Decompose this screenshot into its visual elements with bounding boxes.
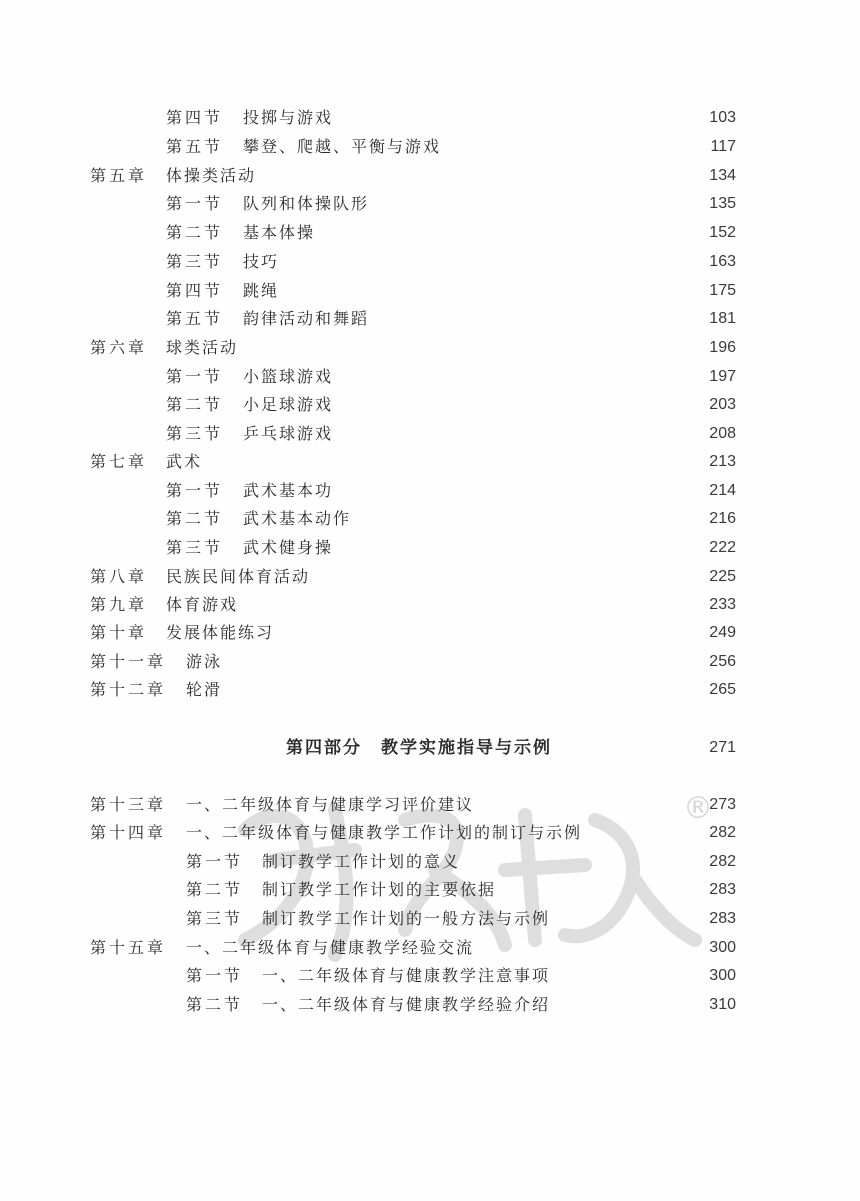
toc-entry-label: 第二节	[166, 223, 224, 242]
toc-entry[interactable]	[0, 793, 860, 817]
toc-entry-page: 117	[710, 138, 736, 155]
toc-entry-title: 武术健身操	[243, 538, 334, 557]
toc-entry[interactable]	[0, 250, 860, 274]
toc-entry-page: 282	[709, 824, 736, 841]
toc-entry-page: 163	[709, 253, 736, 270]
toc-entry-title: 韵律活动和舞蹈	[243, 309, 370, 328]
toc-entry[interactable]	[0, 565, 860, 589]
toc-entry-page: 249	[709, 624, 736, 641]
toc-entry-title: 体育游戏	[166, 595, 239, 614]
toc-entry-title: 一、二年级体育与健康教学经验交流	[186, 938, 475, 957]
toc-entry-title: 基本体操	[243, 223, 316, 242]
toc-entry-title: 队列和体操队形	[243, 194, 370, 213]
part-heading[interactable]	[0, 736, 860, 762]
toc-entry[interactable]	[0, 993, 860, 1017]
toc-entry[interactable]	[0, 422, 860, 446]
part-page: 271	[709, 739, 736, 756]
toc-entry-label: 第一节	[166, 367, 224, 386]
toc-entry-title: 球类活动	[166, 338, 239, 357]
toc-entry-page: 213	[709, 453, 736, 470]
toc-entry-label: 第九章	[90, 595, 148, 614]
toc-entry-label: 第二节	[186, 880, 244, 899]
toc-entry-label: 第一节	[186, 966, 244, 985]
toc-entry-title: 乒乓球游戏	[243, 424, 334, 443]
toc-entry-title: 民族民间体育活动	[166, 567, 311, 586]
toc-entry-page: 283	[709, 910, 736, 927]
toc-entry[interactable]	[0, 621, 860, 645]
toc-entry[interactable]	[0, 507, 860, 531]
toc-entry[interactable]	[0, 678, 860, 702]
toc-entry[interactable]	[0, 479, 860, 503]
toc-entry-page: 203	[709, 396, 736, 413]
toc-entry-label: 第八章	[90, 567, 148, 586]
toc-entry[interactable]	[0, 450, 860, 474]
toc-entry[interactable]	[0, 192, 860, 216]
toc-entry-title: 一、二年级体育与健康教学注意事项	[262, 966, 551, 985]
watermark-registered-mark: ®	[683, 791, 713, 826]
toc-entry-title: 游泳	[186, 652, 223, 671]
toc-entry-page: 256	[709, 653, 736, 670]
toc-entry-title: 投掷与游戏	[243, 108, 334, 127]
toc-entry-label: 第五节	[166, 137, 224, 156]
toc-entry[interactable]	[0, 135, 860, 159]
toc-entry-label: 第十一章	[90, 652, 167, 671]
toc-entry-label: 第三节	[186, 909, 244, 928]
toc-entry-label: 第十四章	[90, 823, 167, 842]
toc-entry-label: 第三节	[166, 424, 224, 443]
toc-entry[interactable]	[0, 106, 860, 130]
toc-entry[interactable]	[0, 964, 860, 988]
toc-entry-page: 222	[709, 539, 736, 556]
toc-entry-page: 233	[709, 596, 736, 613]
toc-entry-title: 一、二年级体育与健康学习评价建议	[186, 795, 475, 814]
toc-entry-page: 152	[709, 224, 736, 241]
toc-entry-page: 208	[709, 425, 736, 442]
toc-entry-page: 265	[709, 681, 736, 698]
toc-entry-page: 196	[709, 339, 736, 356]
toc-entry-page: 134	[709, 167, 736, 184]
toc-entry-page: 225	[709, 568, 736, 585]
toc-entry-page: 300	[709, 967, 736, 984]
toc-entry-label: 第三节	[166, 538, 224, 557]
toc-entry-label: 第三节	[166, 252, 224, 271]
toc-entry[interactable]	[0, 850, 860, 874]
toc-entry-label: 第七章	[90, 452, 148, 471]
toc-entry-label: 第十五章	[90, 938, 167, 957]
toc-entry-label: 第六章	[90, 338, 148, 357]
toc-entry-title: 轮滑	[186, 680, 223, 699]
toc-entry-page: 175	[709, 282, 736, 299]
part-title: 第四部分 教学实施指导与示例	[286, 738, 552, 758]
toc-entry-title: 发展体能练习	[166, 623, 275, 642]
toc-entry-page: 181	[709, 310, 736, 327]
toc-entry[interactable]	[0, 307, 860, 331]
toc-entry-label: 第二节	[186, 995, 244, 1014]
toc-entry-page: 103	[709, 109, 736, 126]
toc-entry-page: 300	[709, 939, 736, 956]
toc-entry-label: 第二节	[166, 509, 224, 528]
toc-entry-title: 体操类活动	[166, 166, 257, 185]
toc-entry[interactable]	[0, 936, 860, 960]
toc-entry[interactable]	[0, 336, 860, 360]
toc-entry[interactable]	[0, 650, 860, 674]
toc-entry-title: 武术基本动作	[243, 509, 352, 528]
toc-entry[interactable]	[0, 279, 860, 303]
toc-entry[interactable]	[0, 393, 860, 417]
toc-entry-title: 制订教学工作计划的主要依据	[262, 880, 497, 899]
toc-entry-title: 制订教学工作计划的一般方法与示例	[262, 909, 551, 928]
toc-entry-page: 216	[709, 510, 736, 527]
toc-entry[interactable]	[0, 365, 860, 389]
toc-entry-title: 小篮球游戏	[243, 367, 334, 386]
toc-entry-page: 310	[709, 996, 736, 1013]
toc-entry-label: 第十三章	[90, 795, 167, 814]
toc-entry[interactable]	[0, 593, 860, 617]
toc-entry-page: 197	[709, 368, 736, 385]
toc-entry[interactable]	[0, 536, 860, 560]
toc-entry-label: 第一节	[166, 194, 224, 213]
toc-entry-label: 第一节	[186, 852, 244, 871]
toc-entry[interactable]	[0, 821, 860, 845]
toc-entry-label: 第十章	[90, 623, 148, 642]
toc-entry-title: 制订教学工作计划的意义	[262, 852, 461, 871]
toc-entry-page: 282	[709, 853, 736, 870]
toc-entry-title: 武术基本功	[243, 481, 334, 500]
toc-entry-label: 第五节	[166, 309, 224, 328]
toc-entry-title: 小足球游戏	[243, 395, 334, 414]
toc-entry-label: 第四节	[166, 108, 224, 127]
toc-entry-label: 第一节	[166, 481, 224, 500]
toc-entry-page: 135	[709, 195, 736, 212]
toc-entry-page: 283	[709, 881, 736, 898]
toc-entry[interactable]	[0, 878, 860, 902]
toc-entry-page: 214	[709, 482, 736, 499]
toc-entry-label: 第四节	[166, 281, 224, 300]
toc-entry-title: 一、二年级体育与健康教学工作计划的制订与示例	[186, 823, 583, 842]
toc-entry[interactable]	[0, 164, 860, 188]
toc-entry-page: 273	[709, 796, 736, 813]
toc-entry-label: 第十二章	[90, 680, 167, 699]
toc-entry-label: 第二节	[166, 395, 224, 414]
toc-entry[interactable]	[0, 907, 860, 931]
toc-entry-title: 跳绳	[243, 281, 280, 300]
toc-entry-title: 武术	[166, 452, 203, 471]
toc-entry-title: 一、二年级体育与健康教学经验介绍	[262, 995, 551, 1014]
toc-entry-title: 攀登、爬越、平衡与游戏	[243, 137, 442, 156]
toc-entry-label: 第五章	[90, 166, 148, 185]
toc-entry[interactable]	[0, 221, 860, 245]
toc-entry-title: 技巧	[243, 252, 280, 271]
